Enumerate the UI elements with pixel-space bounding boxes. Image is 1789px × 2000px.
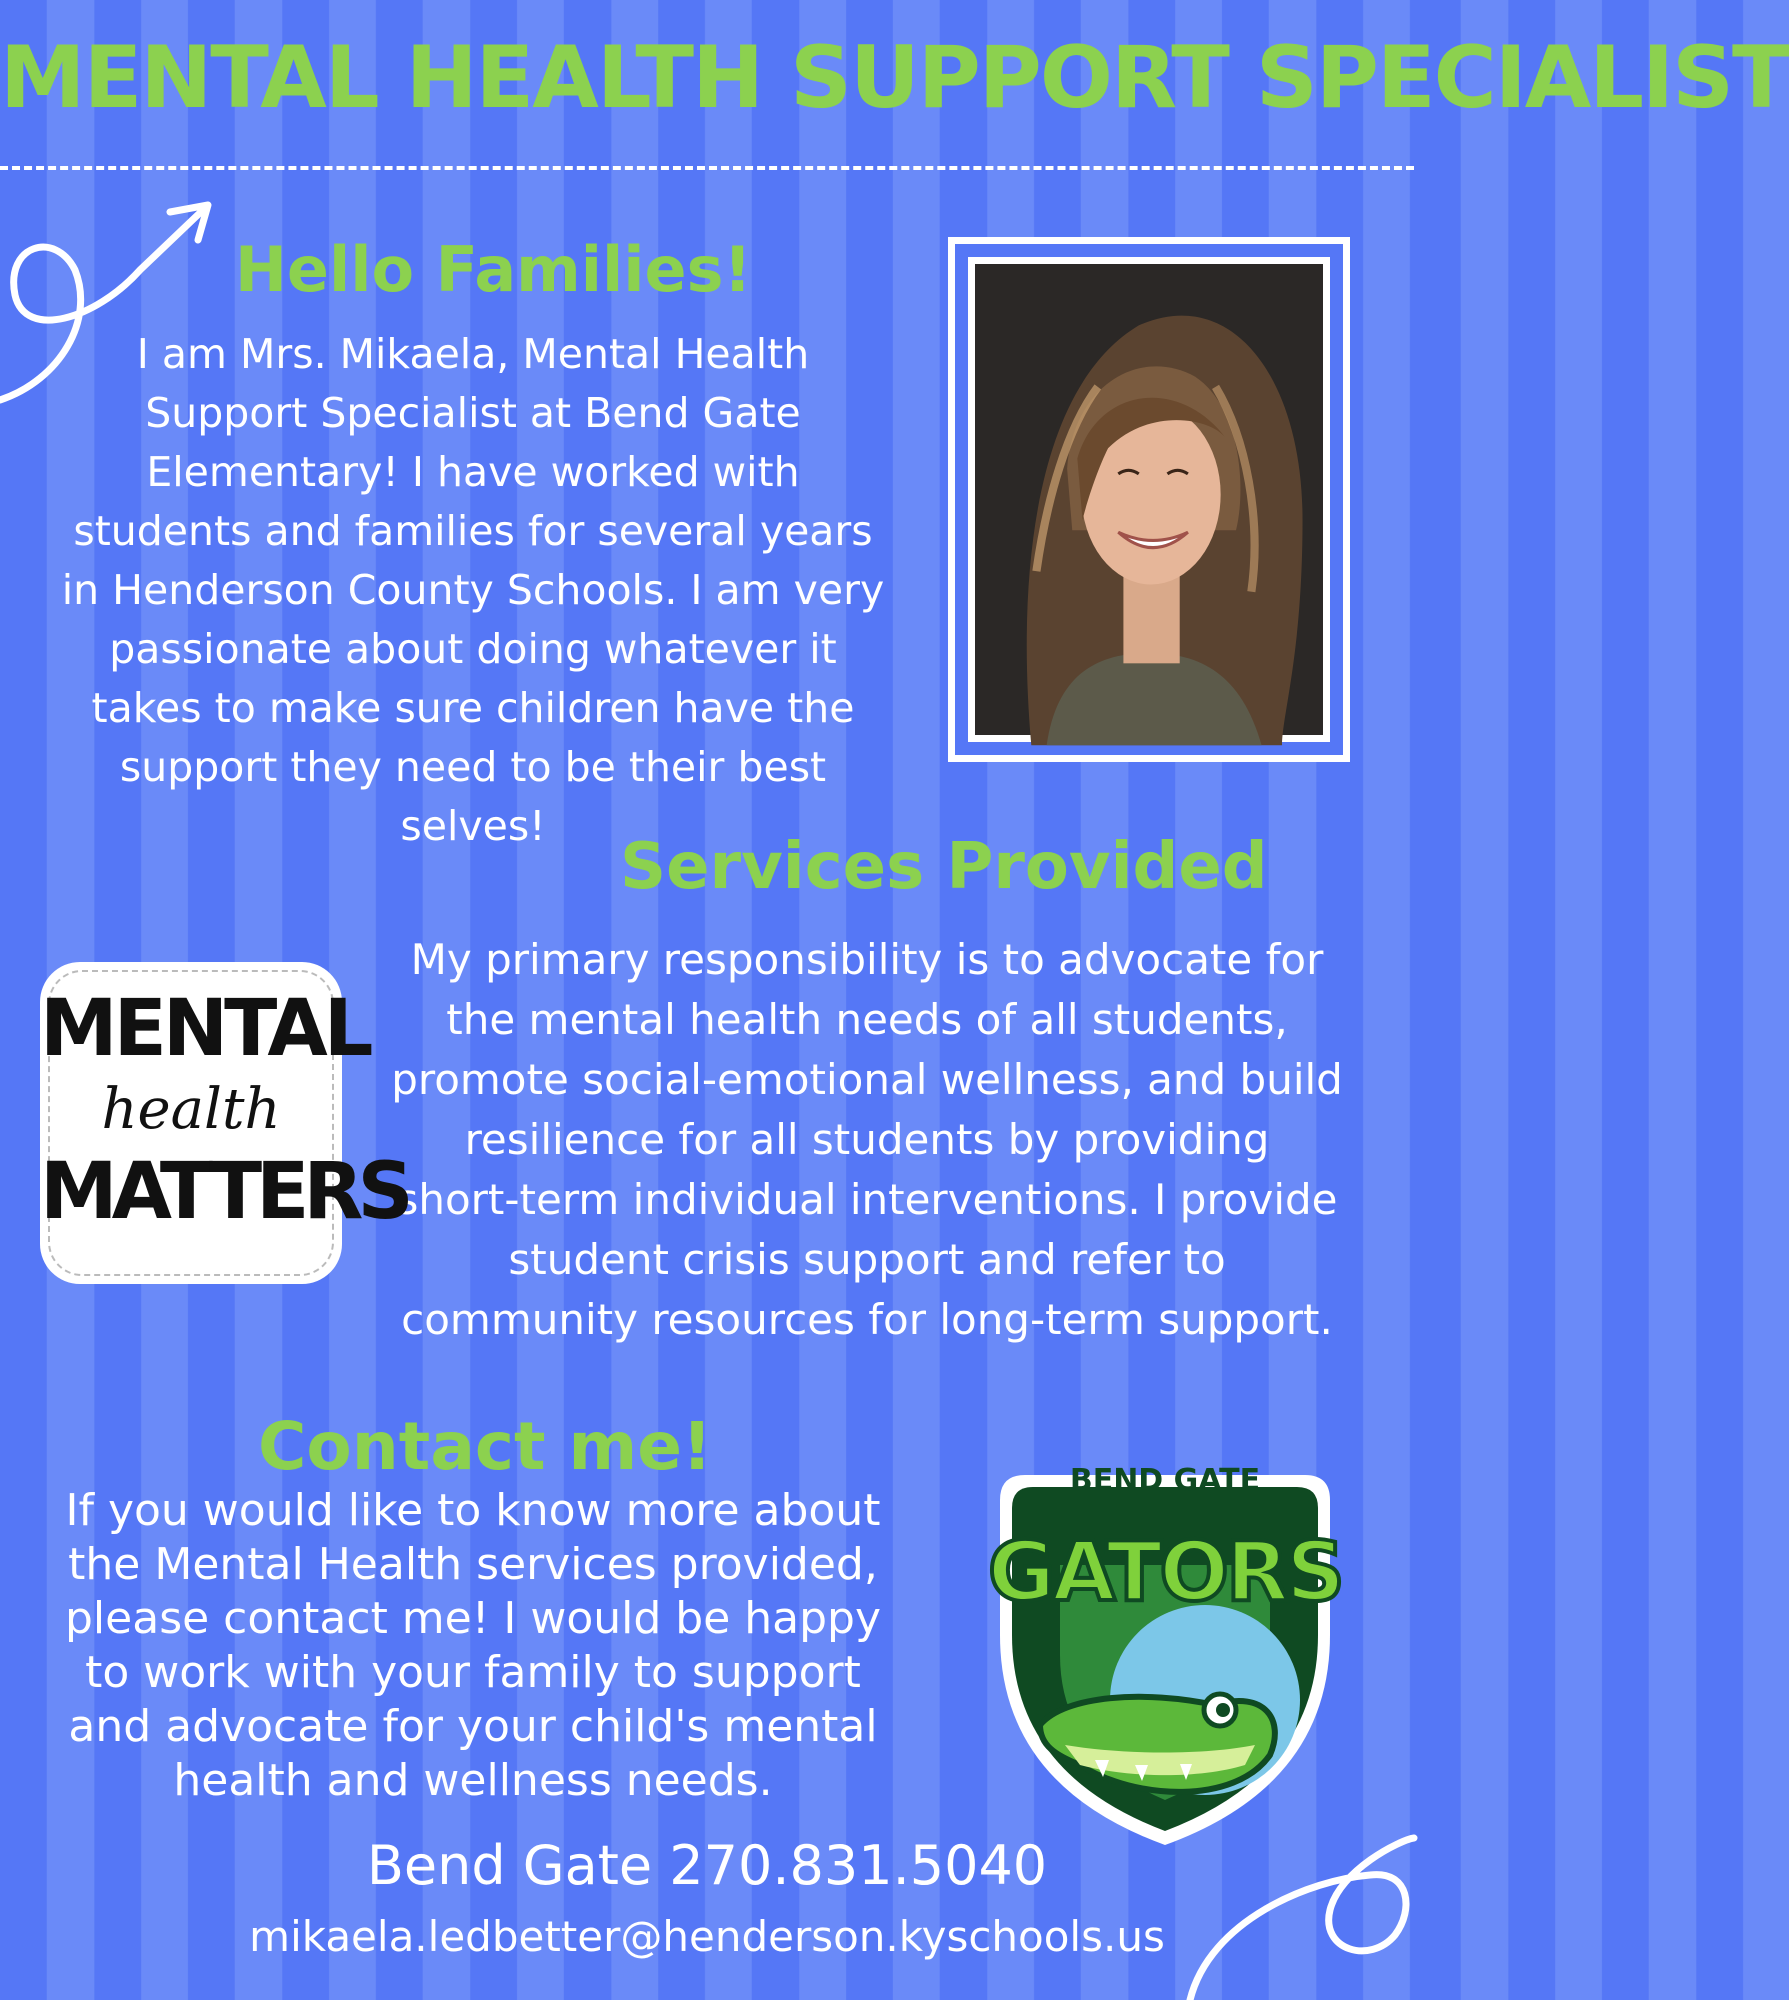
logo-top-text: BEND GATE	[1069, 1463, 1261, 1498]
sticker-line-mental: MENTAL	[40, 984, 370, 1074]
services-text	[350, 930, 1384, 1350]
page-title: MENTAL HEALTH SUPPORT SPECIALIST	[0, 28, 1789, 128]
services-line: short-term individual interventions. I provide	[396, 1175, 1338, 1224]
logo-main-text: GATORS	[987, 1525, 1343, 1620]
contact-line: please contact me! I would be happy	[65, 1593, 881, 1644]
intro-line: students and families for several years	[73, 507, 873, 555]
contact-phone[interactable]: Bend Gate 270.831.5040	[366, 1834, 1048, 1897]
intro-text	[18, 325, 928, 856]
contact-text	[8, 1484, 938, 1808]
dashed-divider	[0, 166, 1414, 170]
sticker-line-health: health	[101, 1077, 281, 1142]
services-heading: Services Provided	[620, 830, 1268, 904]
intro-line: passionate about doing whatever it	[109, 625, 837, 673]
contact-line: If you would like to know more about	[65, 1485, 881, 1536]
contact-heading: Contact me!	[258, 1408, 713, 1485]
services-line: resilience for all students by providing	[464, 1115, 1270, 1164]
bend-gate-gators-logo	[985, 1455, 1345, 1855]
intro-line: Elementary! I have worked with	[146, 448, 800, 496]
services-line: promote social-emotional wellness, and build	[391, 1055, 1343, 1104]
swirl-decoration-icon	[1170, 1800, 1414, 2000]
contact-line: the Mental Health services provided,	[68, 1539, 878, 1590]
contact-line: and advocate for your child's mental	[68, 1701, 878, 1752]
portrait-frame	[948, 237, 1350, 762]
intro-line: selves!	[400, 802, 546, 850]
mental-health-matters-sticker	[40, 962, 408, 1284]
intro-line: Support Specialist at Bend Gate	[145, 389, 801, 437]
intro-line: I am Mrs. Mikaela, Mental Health	[136, 330, 810, 378]
services-line: My primary responsibility is to advocate for	[410, 935, 1324, 984]
portrait-photo	[968, 257, 1330, 742]
services-line: the mental health needs of all students,	[446, 995, 1288, 1044]
sticker-line-matters: MATTERS	[40, 1147, 408, 1237]
intro-line: in Henderson County Schools. I am very	[61, 566, 885, 614]
services-line: community resources for long-term support.	[401, 1295, 1333, 1344]
contact-line: health and wellness needs.	[173, 1755, 773, 1806]
contact-email[interactable]: mikaela.ledbetter@henderson.kyschools.us	[249, 1912, 1165, 1961]
services-line: student crisis support and refer to	[508, 1235, 1226, 1284]
intro-line: takes to make sure children have the	[91, 684, 855, 732]
intro-heading: Hello Families!	[235, 233, 752, 306]
contact-line: to work with your family to support	[85, 1647, 861, 1698]
intro-line: support they need to be their best	[119, 743, 827, 791]
